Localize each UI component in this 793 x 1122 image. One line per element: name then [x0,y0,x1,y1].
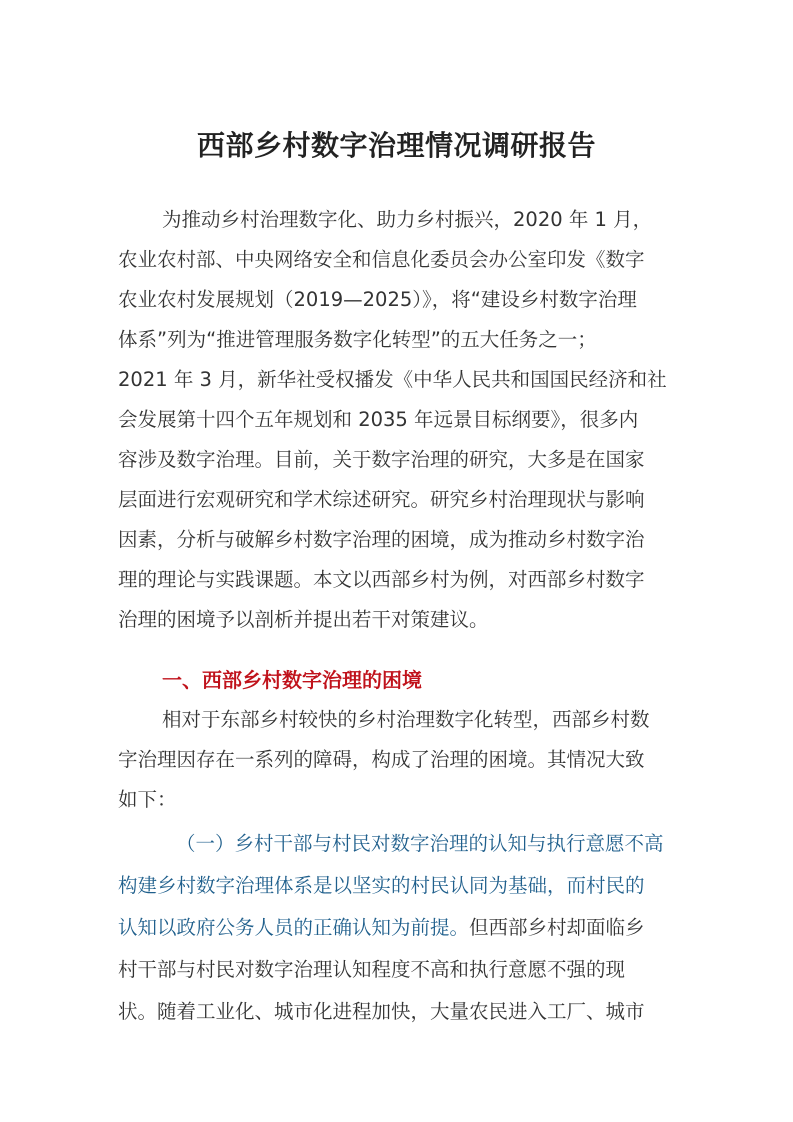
text-line: 2021 年 3 月，新华社受权播发《中华人民共和国国民经济和社 [118,368,667,391]
section-heading: 一、西部乡村数字治理的困境 [162,668,422,692]
plain-text: 但西部乡村却面临乡 [469,916,645,939]
paragraph-intro [118,200,678,640]
text-line: 层面进行宏观研究和学术综述研究。研究乡村治理现状与影响 [118,488,645,511]
text-line: 字治理因存在一系列的障碍，构成了治理的困境。其情况大致 [118,748,645,771]
emphasis-text: 认知以政府公务人员的正确认知为前提。 [118,916,470,939]
text-line-mixed [118,908,645,948]
text-line: 相对于东部乡村较快的乡村治理数字化转型，西部乡村数 [162,708,650,731]
text-line: 容涉及数字治理。目前，关于数字治理的研究，大多是在国家 [118,448,645,471]
subheading-line: （一）乡村干部与村民对数字治理的认知与执行意愿不高 [176,832,664,855]
paragraph-subsection1 [118,824,678,1064]
text-line: 农业农村发展规划（2019—2025）》，将“建设乡村数字治理 [118,288,637,311]
document-title: 西部乡村数字治理情况调研报告 [196,129,596,162]
text-line: 理的理论与实践课题。本文以西部乡村为例，对西部乡村数字 [118,568,645,591]
text-line: 会发展第十四个五年规划和 2035 年远景目标纲要》，很多内 [118,408,639,431]
text-line-emphasis: 构建乡村数字治理体系是以坚实的村民认同为基础，而村民的 [118,874,645,897]
text-line: 治理的困境予以剖析并提出若干对策建议。 [118,608,489,631]
text-line: 因素，分析与破解乡村数字治理的困境，成为推动乡村数字治 [118,528,645,551]
text-line: 为推动乡村治理数字化、助力乡村振兴，2020 年 1 月， [162,208,653,231]
text-line: 如下： [118,788,177,811]
paragraph-section1 [118,700,678,820]
text-line: 村干部与村民对数字治理认知程度不高和执行意愿不强的现 [118,958,626,981]
text-line: 农业农村部、中央网络安全和信息化委员会办公室印发《数字 [118,248,645,271]
text-line: 状。随着工业化、城市化进程加快，大量农民进入工厂、城市 [118,1000,645,1023]
text-line: 体系”列为“推进管理服务数字化转型”的五大任务之一； [118,328,597,351]
